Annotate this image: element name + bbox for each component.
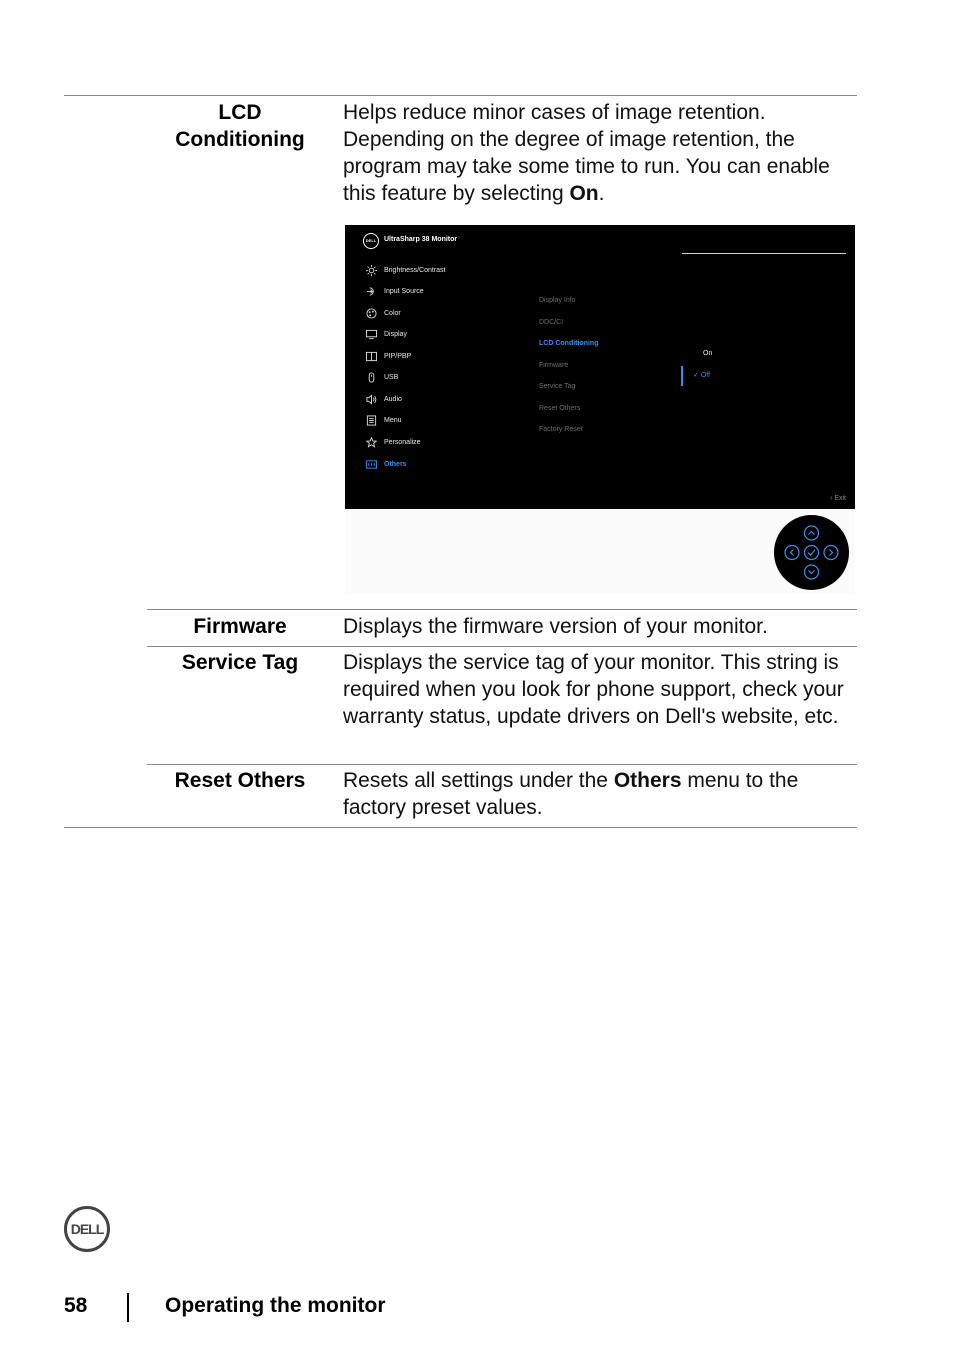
check-icon: ✓ (693, 372, 701, 379)
star-icon (364, 435, 378, 449)
usb-icon (364, 370, 378, 384)
osd-sub-factory-reset[interactable]: Factory Reset (539, 426, 583, 433)
osd-menu-others[interactable]: Others (364, 457, 407, 471)
rule-service-tag (147, 646, 857, 647)
input-source-icon (364, 284, 378, 298)
osd-selection-bar (681, 366, 683, 386)
osd-menu-usb[interactable]: USB (364, 370, 398, 384)
desc-firmware: Displays the firmware version of your monitor. (343, 615, 768, 638)
rule-top (64, 95, 857, 96)
page-number: 58 (64, 1294, 88, 1317)
display-icon (364, 327, 378, 341)
audio-icon (364, 392, 378, 406)
menu-icon (364, 413, 378, 427)
brightness-icon (364, 263, 378, 277)
pip-pbp-icon (364, 349, 378, 363)
rule-firmware (147, 609, 857, 610)
dell-logo-icon: DELL (363, 233, 379, 249)
osd-sub-ddc-ci[interactable]: DDC/CI (539, 319, 564, 326)
osd-menu-menu[interactable]: Menu (364, 413, 402, 427)
osd-menu-color[interactable]: Color (364, 306, 401, 320)
term-reset-others: Reset Others (174, 769, 306, 792)
term-firmware: Firmware (193, 615, 287, 638)
footer-separator (127, 1293, 129, 1322)
color-icon (364, 306, 378, 320)
joystick-icon (774, 515, 849, 590)
osd-menu-screenshot (345, 225, 855, 509)
osd-sub-reset-others[interactable]: Reset Others (539, 405, 581, 412)
footer-section-title: Operating the monitor (165, 1294, 386, 1317)
desc-reset-others: Resets all settings under the Others menu to the factory preset values. (343, 769, 799, 819)
osd-option-off[interactable]: ✓ Off (693, 372, 711, 379)
osd-menu-display[interactable]: Display (364, 327, 407, 341)
osd-menu-pip-pbp[interactable]: PIP/PBP (364, 349, 411, 363)
osd-menu-personalize[interactable]: Personalize (364, 435, 421, 449)
others-icon (364, 457, 378, 471)
osd-exit[interactable]: ‹ Exit (830, 495, 846, 502)
desc-service-tag: Displays the service tag of your monitor. This string is required when you look for phone support, check your warranty status, update drivers on Dell's website, etc. (343, 651, 844, 728)
chevron-left-icon: ‹ (830, 495, 835, 502)
osd-option-on[interactable]: On (703, 350, 713, 357)
osd-menu-audio[interactable]: Audio (364, 392, 402, 406)
osd-sub-service-tag[interactable]: Service Tag (539, 383, 576, 390)
rule-reset-others (147, 764, 857, 765)
osd-sub-firmware[interactable]: Firmware (539, 362, 569, 369)
dell-footer-logo-icon: DELL (64, 1206, 110, 1252)
osd-menu-input-source[interactable]: Input Source (364, 284, 424, 298)
desc-lcd-conditioning: Helps reduce minor cases of image retention. Depending on the degree of image retention, the program may take some time to run. You can enable this feature by selecting On. (343, 101, 830, 205)
rule-bottom (64, 827, 857, 828)
osd-menu-brightness[interactable]: Brightness/Contrast (364, 263, 445, 277)
osd-divider (682, 253, 846, 254)
osd-title: UltraSharp 38 Monitor (384, 236, 458, 243)
term-lcd-conditioning: LCD Conditioning (175, 101, 305, 151)
osd-sub-display-info[interactable]: Display Info (539, 297, 576, 304)
osd-sub-lcd-conditioning[interactable]: LCD Conditioning (539, 340, 599, 347)
term-service-tag: Service Tag (181, 651, 299, 674)
